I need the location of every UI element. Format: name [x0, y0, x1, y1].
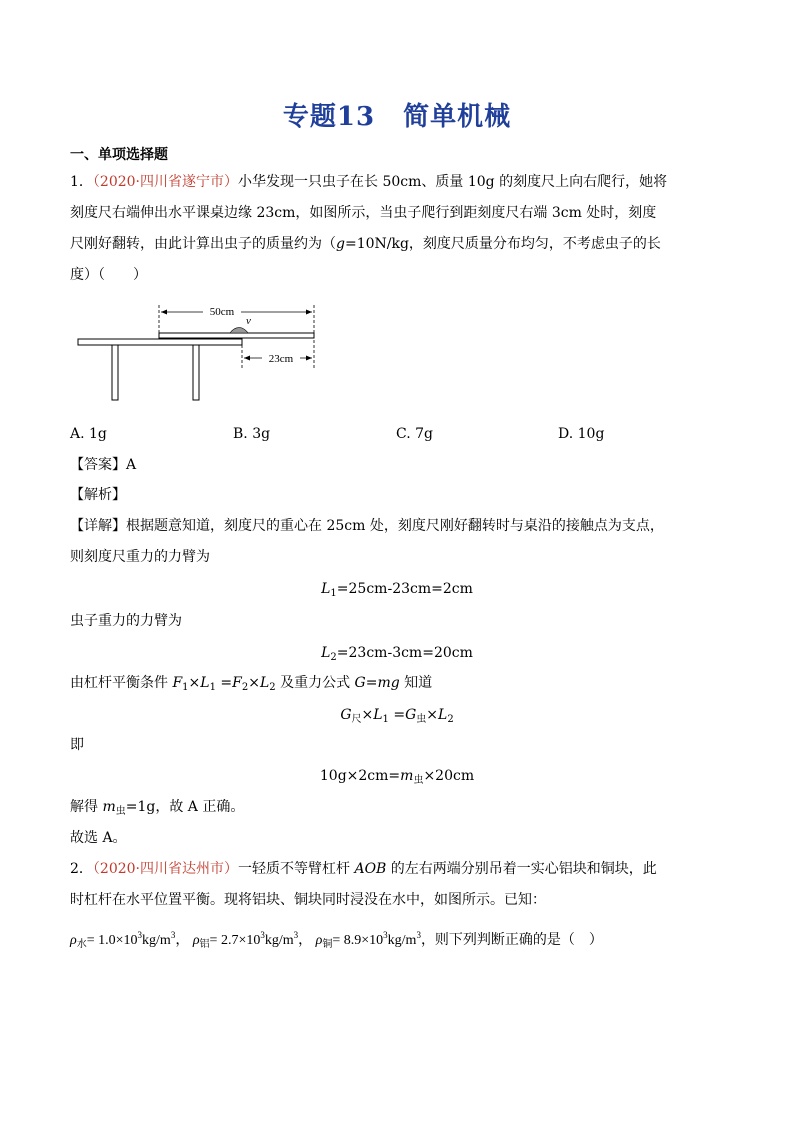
ruler-table-figure [72, 300, 332, 410]
option-d: D. 10g [558, 426, 605, 442]
detail-line2: 则刻度尺重力的力臂为 [70, 549, 210, 565]
figure-velocity-label: v [246, 315, 251, 327]
equation-l2: $L_2=23cm-3cm=20cm$ [321, 645, 473, 663]
equation-numeric: $10g\times 2cm=m_虫\times 20cm$ [319, 768, 475, 786]
q2-line2: 时杠杆在水平位置平衡。现将铝块、铜块同时浸没在水中，如图所示。已知： [70, 892, 546, 908]
option-c: C. 7g [396, 426, 433, 442]
text-ji: 即 [70, 737, 84, 753]
figure-overhang-label: 23cm [268, 353, 294, 365]
q1-line1: 1．（2020·四川省遂宁市）小华发现一只虫子在长 50cm、质量 10g 的刻度尺上向右爬行，她将 [70, 174, 668, 190]
q2-densities: $\rho_水= 1.0\times 10^3kg/m^3$， $\rho_铝= 2.7\times 10^3kg/m^3$， $\rho_铜= 8.9\times 10^3kg/m^3$，则下列判断正确的是（ ） [70, 930, 603, 950]
analysis-heading: 【解析】 [70, 487, 126, 503]
q2-line1: 2．（2020·四川省达州市）一轻质不等臂杠杆 AOB 的左右两端分别吊着一实心铝块和铜块，此 [70, 861, 657, 877]
equation-balance: $G_尺\times L_1 =G_虫\times L_2$ [340, 707, 454, 725]
table-top [78, 339, 242, 345]
q1-line4: 度）（ ） [70, 267, 147, 283]
title-right: 简单机械 [403, 102, 512, 132]
q1-source: （2020·四川省遂宁市） [92, 174, 239, 190]
figure-length-label: 50cm [209, 306, 235, 318]
section-heading: 一、单项选择题 [70, 147, 168, 163]
answer-line: 【答案】A [70, 457, 137, 473]
lever-condition-line: 由杠杆平衡条件 $F_1\times L_1 =F_2\times L_2$ 及重力公式 G=mg 知道 [70, 675, 433, 693]
table-leg-left [112, 345, 118, 400]
choose-line: 故选 A。 [70, 830, 127, 846]
equation-l1: $L_1=25cm-23cm=2cm$ [321, 581, 473, 599]
q1-line3: 尺刚好翻转，由此计算出虫子的质量约为（g=10N/kg，刻度尺质量分布均匀，不考虑虫子的长 [70, 236, 661, 252]
bug-icon [230, 328, 248, 333]
solve-line: 解得 $m_虫=1g$，故 A 正确。 [70, 799, 245, 817]
q2-source: （2020·四川省达州市） [92, 861, 239, 877]
option-a: A. 1g [70, 426, 107, 442]
table-leg-right [193, 345, 199, 400]
page-title [0, 96, 794, 133]
detail-line1: 【详解】根据题意知道，刻度尺的重心在 25cm 处，刻度尺刚好翻转时与桌沿的接触点为支点， [70, 518, 664, 534]
option-b: B. 3g [233, 426, 271, 442]
ruler [159, 333, 314, 338]
title-left: 专题13 [282, 102, 376, 132]
text-bug-lever: 虫子重力的力臂为 [70, 613, 182, 629]
q1-line2: 刻度尺右端伸出水平课桌边缘 23cm，如图所示，当虫子爬行到距刻度尺右端 3cm 处时，刻度 [70, 205, 657, 221]
